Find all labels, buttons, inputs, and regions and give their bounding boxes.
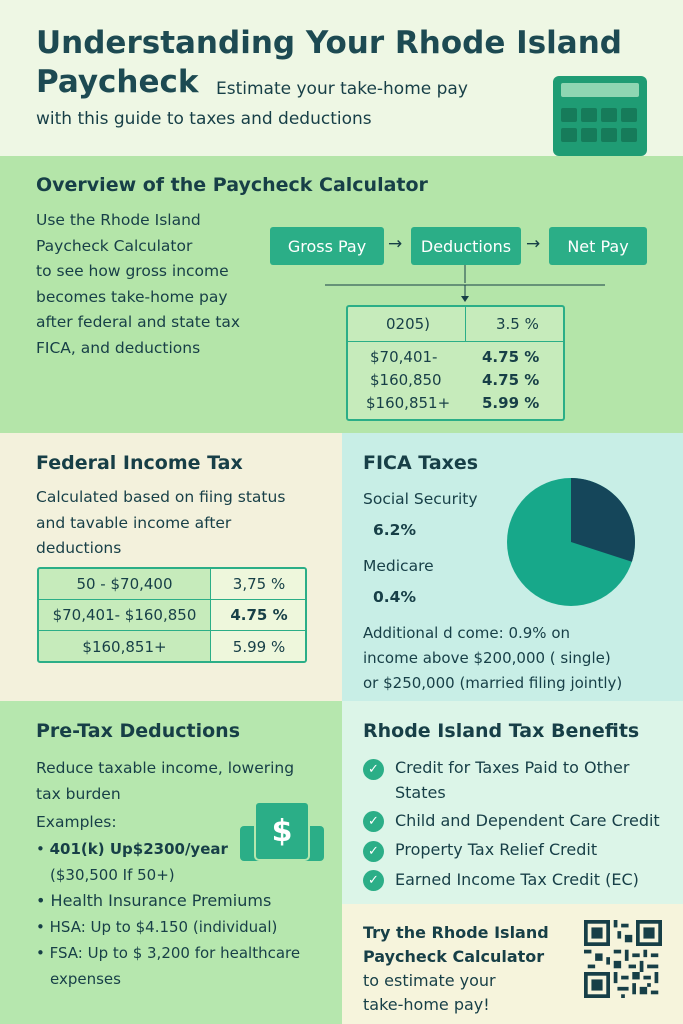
flow-net-pay: Net Pay bbox=[549, 227, 647, 265]
federal-line: Calculated based on fiing status bbox=[36, 488, 286, 506]
benefits-heading: Rhode Island Tax Benefits bbox=[363, 720, 640, 742]
list-item: • FSA: Up to $ 3,200 for healthcare bbox=[36, 944, 301, 962]
overview-rate-table: 0205) 3.5 % $70,401- 4.75 % $160,850 4.75 % $160,851+ 5.99 % bbox=[346, 305, 565, 421]
pretax-line: Reduce taxable income, lowering bbox=[36, 759, 295, 777]
header-section bbox=[0, 0, 683, 156]
overview-line: Paycheck Calculator bbox=[36, 236, 193, 255]
check-icon: ✓ bbox=[363, 811, 384, 832]
medicare-rate: 0.4% bbox=[373, 588, 416, 606]
page-subtitle-cont: with this guide to taxes and deductions bbox=[36, 109, 372, 129]
cta-line: to estimate your bbox=[363, 971, 496, 990]
cta-line: take-home pay! bbox=[363, 995, 490, 1014]
social-security-label: Social Security bbox=[363, 490, 478, 508]
federal-line: deductions bbox=[36, 539, 122, 557]
overview-line: Use the Rhode Island bbox=[36, 211, 201, 229]
fica-pie-chart bbox=[505, 476, 637, 608]
overview-heading: Overview of the Paycheck Calculator bbox=[36, 174, 428, 196]
page-title: Understanding Your Rhode Island Paycheck bbox=[36, 25, 622, 100]
cta-text bbox=[363, 921, 573, 1017]
overview-text bbox=[36, 208, 296, 361]
fica-note-line: income above $200,000 ( single) bbox=[363, 649, 611, 667]
pretax-heading: Pre-Tax Deductions bbox=[36, 720, 241, 742]
benefit-item-cont: States bbox=[395, 783, 446, 802]
federal-rate-table bbox=[37, 567, 307, 663]
check-icon: ✓ bbox=[363, 759, 384, 780]
overview-line: after federal and state tax bbox=[36, 313, 241, 331]
medicare-label: Medicare bbox=[363, 557, 434, 575]
check-icon: ✓ bbox=[363, 870, 384, 891]
benefit-item: Credit for Taxes Paid to Other bbox=[395, 758, 630, 777]
dollar-icon: $ bbox=[240, 801, 324, 861]
pretax-text bbox=[36, 756, 336, 807]
flow-gross-pay: Gross Pay bbox=[270, 227, 384, 265]
overview-line: becomes take-home pay bbox=[36, 287, 228, 306]
qr-code-icon[interactable] bbox=[584, 920, 662, 998]
list-item-sub: ($30,500 If 50+) bbox=[50, 866, 175, 884]
list-item: • HSA: Up to $4.150 (individual) bbox=[36, 918, 278, 936]
calculator-icon bbox=[553, 76, 647, 156]
check-icon: ✓ bbox=[363, 841, 384, 862]
examples-label: Examples: bbox=[36, 813, 117, 831]
federal-text bbox=[36, 485, 336, 562]
flow-deductions: Deductions bbox=[411, 227, 521, 265]
cta-line: Paycheck Calculator bbox=[363, 947, 545, 966]
list-item: • Health Insurance Premiums bbox=[36, 891, 272, 910]
flow-arrow-icon: → bbox=[388, 234, 403, 254]
list-item: • 401(k) Up$2300/year bbox=[36, 840, 228, 858]
overview-line: FICA, and deductions bbox=[36, 338, 201, 357]
benefit-item: Property Tax Relief Credit bbox=[395, 840, 598, 859]
table-row: $70,401- $160,850 4.75 % bbox=[39, 600, 305, 631]
table-row: 50 - $70,400 3,75 % bbox=[39, 569, 305, 600]
list-item-sub: expenses bbox=[50, 970, 121, 988]
fica-note-line: Additional d come: 0.9% on bbox=[363, 624, 571, 642]
pretax-line: tax burden bbox=[36, 784, 121, 803]
table-row: $160,851+ 5.99 % bbox=[39, 631, 305, 662]
social-security-rate: 6.2% bbox=[373, 521, 416, 539]
fica-note-line: or $250,000 (married filing jointly) bbox=[363, 674, 623, 692]
fica-heading: FICA Taxes bbox=[363, 452, 479, 474]
federal-line: and tavable income after bbox=[36, 513, 232, 532]
overview-line: to see how gross income bbox=[36, 262, 229, 280]
flow-connector bbox=[320, 265, 620, 305]
flow-arrow-icon: → bbox=[526, 234, 541, 254]
federal-heading: Federal Income Tax bbox=[36, 452, 243, 474]
benefit-item: Earned Income Tax Credit (EC) bbox=[395, 870, 639, 889]
page-subtitle: Estimate your take-home pay bbox=[216, 79, 468, 99]
cta-line: Try the Rhode Island bbox=[363, 923, 549, 942]
benefit-item: Child and Dependent Care Credit bbox=[395, 811, 660, 830]
fica-note bbox=[363, 621, 683, 696]
